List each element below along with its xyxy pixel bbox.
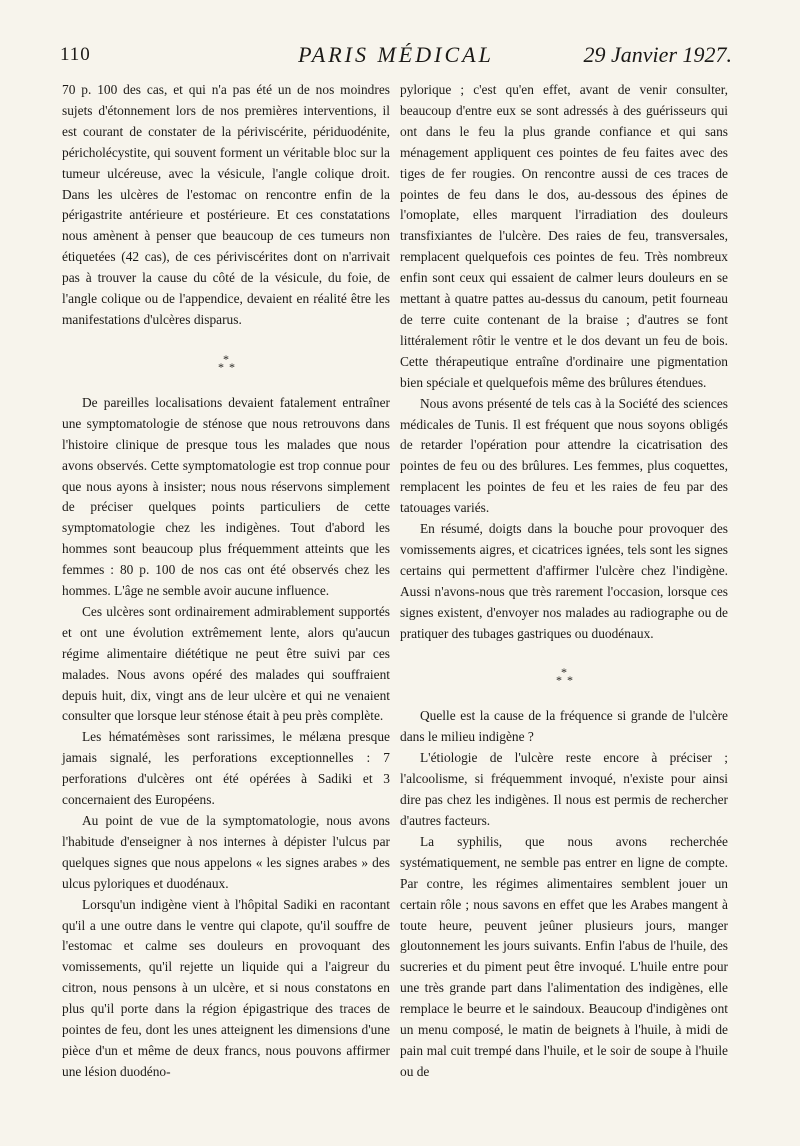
paragraph: 70 p. 100 des cas, et qui n'a pas été un de nos moindres sujets d'étonnement lors de nos premières interventions, il est courant de constater de la périviscérite, périduodénite, péricholécystite, qui souvent forment un véritable bloc sur la tumeur ulcéreuse, avec la vésicule, l'angle colique droit. Dans les ulcères de l'estomac on rencontre enfin de la périgastrite antérieure et postérieure. Et ces constatations nous amènent à penser que beaucoup de ces tumeurs non étiquetées (42 cas), de ces périviscérites dont on n'arrivait pas à trouver la cause du côté de la vésicule, du foie, de l'angle colique ou de l'appendice, devaient en réalité être les manifestations d'ulcères disparus. xyxy=(62,82,390,327)
paragraph: L'étiologie de l'ulcère reste encore à préciser ; l'alcoolisme, si fréquemment invoqué, n'existe pour ainsi dire pas chez les indigènes. Il nous est permis de rechercher d'autres facteurs. xyxy=(400,750,728,828)
left-column xyxy=(62,80,390,1083)
paragraph: Ces ulcères sont ordinairement admirablement supportés et ont une évolution extrêmement lente, alors qu'aucun régime alimentaire diététique ne peut être suivi par ces malades. Nous avons opéré des malades qui souffraient depuis huit, dix, vingt ans de leur ulcère et qui ne venaient consulter que lorsque leur sténose était à peu près complète. xyxy=(62,603,390,724)
paragraph: La syphilis, que nous avons recherchée systématiquement, ne semble pas entrer en ligne de compte. Par contre, les régimes alimentaires semblent jouer un certain rôle ; nous savons en effet que les Arabes mangent à toute heure, peuvent jeûner plusieurs jours, manger gloutonnement les jours suivants. Enfin l'abus de l'huile, des sucreries et du piment peut être invoqué. L'huile entre pour une très grande part dans l'alimentation des indigènes, elle remplace le beurre et le saindoux. Beaucoup d'indigènes ont un menu composé, le matin de beignets à l'huile, à midi de pain mal cuit trempé dans l'huile, et le soir de soupe à l'huile ou de xyxy=(400,833,728,1079)
paragraph: De pareilles localisations devaient fatalement entraîner une symptomatologie de sténose que nous retrouvons dans l'histoire clinique de presque tous les malades que nous avons observés. Cette symptomatologie est trop connue pour que nous ayons à insister; nous nous réservons simplement de préciser quelques points particuliers de cette symptomatologie chez les indigènes. Tout d'abord les hommes sont beaucoup plus fréquemment atteints que les femmes : 80 p. 100 de nos cas ont été observés chez les hommes. L'âge ne semble avoir aucune influence. xyxy=(62,394,390,599)
paragraph: Les hématémèses sont rarissimes, le mélæna presque jamais signalé, les perforations exceptionnelles : 7 perforations d'ulcères ont été opérées à Sadiki et 3 concernaient des Européens. xyxy=(62,729,390,808)
asterism-separator xyxy=(400,650,728,702)
paragraph: Lorsqu'un indigène vient à l'hôpital Sadiki en racontant qu'il a une outre dans le ventre qui clapote, qu'il souffre de l'estomac et calme ses douleurs en provoquant des vomissements, qu'il rejette un liquide qui a l'aigreur du citron, nous pensons à un ulcère, et si nous constatons en plus qu'il porte dans la région épigastrique des traces de pointes de feu, dont les unes atteignent les dimensions d'une pièce d'un et même de deux francs, nous pouvons affirmer une lésion duodéno- xyxy=(62,896,390,1079)
page-number: 110 xyxy=(60,44,91,65)
paragraph: Nous avons présenté de tels cas à la Société des sciences médicales de Tunis. Il est fréquent que nous soyons obligés de retarder l'opération pour attendre la cicatrisation des pointes de feu ou des brûlures. Les femmes, plus coquettes, remplacent les pointes de feu et les raies de feu par des tatouages variés. xyxy=(400,395,728,516)
asterism-star: * xyxy=(223,351,229,366)
asterism-star: * xyxy=(218,359,224,374)
asterism-star: * xyxy=(229,359,235,374)
asterism-star: * xyxy=(556,673,562,688)
paragraph: Quelle est la cause de la fréquence si grande de l'ulcère dans le milieu indigène ? xyxy=(400,708,728,745)
page-header xyxy=(60,40,732,74)
issue-date: 29 Janvier 1927. xyxy=(583,42,732,67)
journal-title: PARIS MÉDICAL xyxy=(298,42,494,67)
right-column xyxy=(400,80,728,1083)
paragraph: pylorique ; c'est qu'en effet, avant de venir consulter, beaucoup d'entre eux se sont adressés à des guérisseurs qui ont dans le feu la plus grande confiance et qui sans ménagement appliquent ces pointes de feu faites avec des tiges de fer rougies. On rencontre aussi de ces traces de pointes de feu dans le dos, au-dessous des épines de l'omoplate, elles marquent l'irradiation des douleurs transfixiantes de l'ulcère. Des raies de feu, transversales, remplacent quelquefois ces pointes de feu. Très nombreux enfin sont ceux qui essaient de calmer leurs douleurs en se mettant à quatre pattes au-dessus du canoum, petit fourneau de terre cuite contenant de la braise ; d'autres se font littéralement rôtir le ventre et le dos devant un feu de bois. Cette thérapeutique entraîne d'ordinaire une pigmentation bien spéciale et quelquefois même des brûlures étendues. xyxy=(400,82,728,390)
asterism-star: * xyxy=(561,665,567,680)
asterism-separator xyxy=(62,337,390,389)
paragraph: En résumé, doigts dans la bouche pour provoquer des vomissements aigres, et cicatrices ignées, tels sont les signes certains qui permettent d'affirmer l'ulcère chez l'indigène. Aussi n'avons-nous que très rarement l'occasion, lorsque ces signes existent, d'envoyer nos malades au radiographe ou de pratiquer des tubages gastriques ou duodénaux. xyxy=(400,521,728,641)
asterism-star: * xyxy=(567,673,573,688)
paragraph: Au point de vue de la symptomatologie, nous avons l'habitude d'enseigner à nos internes à dépister l'ulcus par quelques signes que nous appelons « les signes arabes » des ulcus pyloriques et duodénaux. xyxy=(62,813,390,891)
